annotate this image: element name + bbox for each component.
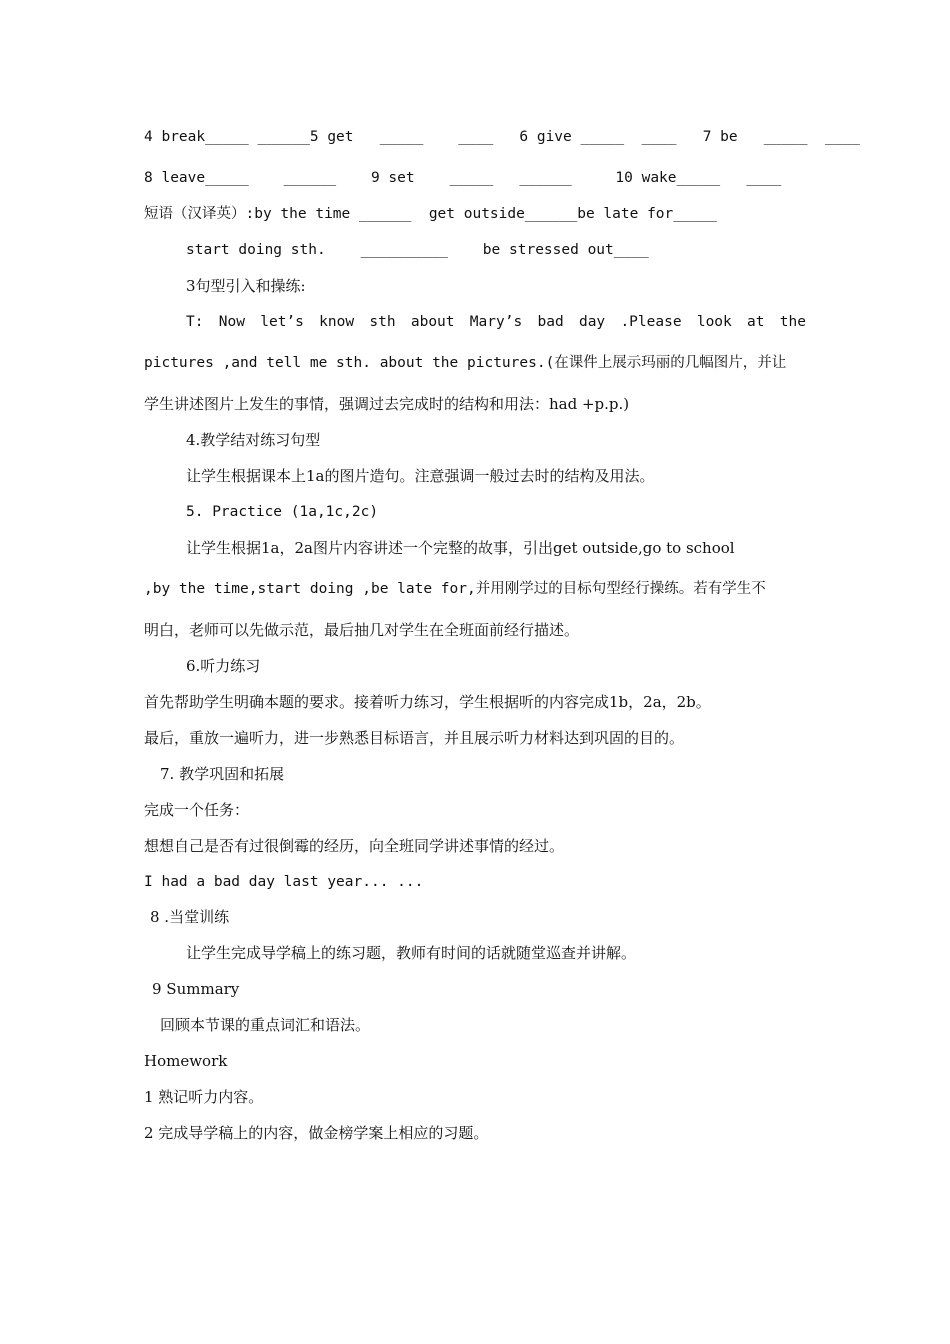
step-9-text: 回顾本节课的重点词汇和语法。 [160, 1016, 371, 1034]
step-8-title: 8 .当堂训练 [150, 908, 230, 926]
step-7-task: 完成一个任务： [144, 801, 250, 819]
step-6-line-2: 最后，重放一遍听力，进一步熟悉目标语言，并且展示听力材料达到巩固的目的。 [144, 729, 685, 747]
step-6-title: 6.听力练习 [186, 657, 261, 675]
step-3-line-3: 学生讲述图片上发生的事情，强调过去完成时的结构和用法：had +p.p.) [144, 395, 630, 413]
step-5-line-3: 明白，老师可以先做示范，最后抽几对学生在全班面前经行描述。 [144, 621, 580, 639]
vocab-row-1: 4 break_____ ______5 get _____ ____ 6 give _____ ____ 7 be _____ ____ [144, 129, 860, 145]
step-7-example: I had a bad day last year... ... [144, 874, 424, 890]
step-3-line-2: pictures ,and tell me sth. about the pictures.(在课件上展示玛丽的几幅图片，并让 [144, 355, 787, 371]
step-6-line-1: 首先帮助学生明确本题的要求。接着听力练习，学生根据听的内容完成1b，2a，2b。 [144, 693, 711, 711]
step-3-line-1: T: Now let’s know sth about Mary’s bad day .Please look at the [186, 314, 806, 330]
step-8-text: 让学生完成导学稿上的练习题，教师有时间的话就随堂巡查并讲解。 [186, 944, 637, 962]
step-5-title: 5. Practice (1a,1c,2c) [186, 504, 379, 520]
step-7-text: 想想自己是否有过很倒霉的经历，向全班同学讲述事情的经过。 [144, 837, 565, 855]
step-7-title: 7. 教学巩固和拓展 [160, 765, 285, 783]
step-4-text: 让学生根据课本上1a的图片造句。注意强调一般过去时的结构及用法。 [186, 467, 655, 485]
step-3-title: 3句型引入和操练: [186, 277, 306, 295]
phrases-row-1: 短语（汉译英）:by the time ______ get outside______be late for_____ [144, 206, 717, 222]
phrases-row-2: start doing sth. __________ be stressed out____ [186, 242, 649, 258]
step-9-title: 9 Summary [152, 980, 240, 998]
homework-title: Homework [144, 1052, 228, 1070]
homework-item-1: 1 熟记听力内容。 [144, 1088, 264, 1106]
homework-item-2: 2 完成导学稿上的内容，做金榜学案上相应的习题。 [144, 1124, 489, 1142]
vocab-row-2: 8 leave_____ ______ 9 set _____ ______ 10 wake_____ ____ [144, 170, 782, 186]
step-5-line-1: 让学生根据1a，2a图片内容讲述一个完整的故事，引出get outside,go to school [186, 539, 735, 557]
step-4-title: 4.教学结对练习句型 [186, 431, 321, 449]
step-5-line-2: ,by the time,start doing ,be late for,并用刚学过的目标句型经行操练。若有学生不 [144, 581, 766, 597]
